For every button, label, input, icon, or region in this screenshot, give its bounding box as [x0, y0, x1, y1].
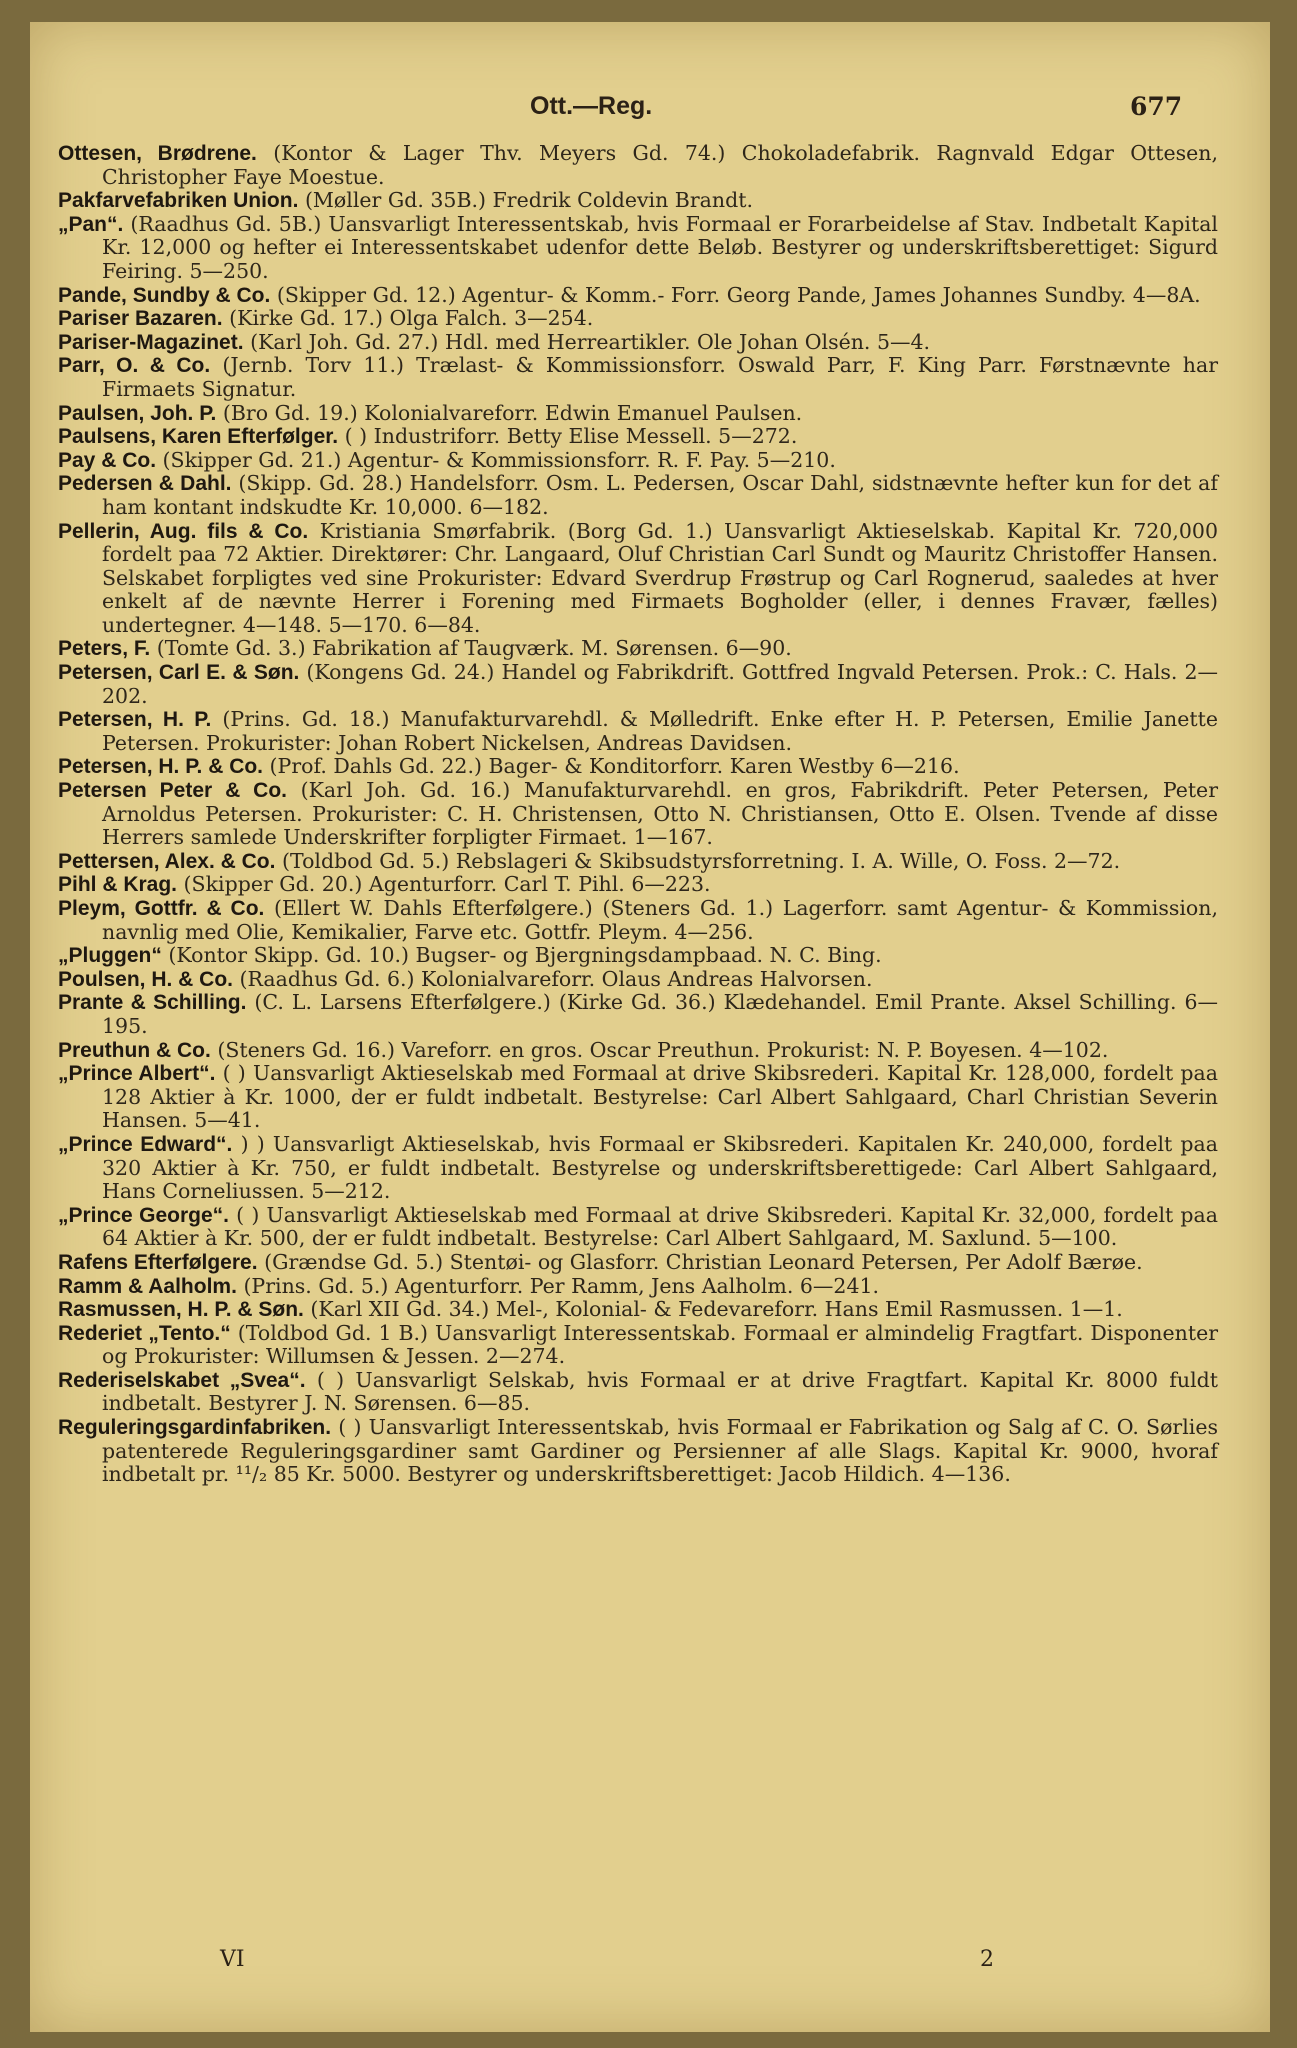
directory-entry — [58, 213, 1218, 284]
directory-entry — [58, 661, 1218, 708]
entry-description: ( ) Uansvarligt Selskab, hvis Formaal er at drive Fragtfart. Kapital Kr. 8000 fuldt indbetalt. Bestyrer J. N. Sørensen. 6—85. — [102, 1367, 1218, 1416]
directory-entry — [58, 1039, 1218, 1063]
entry-firm-name: Petersen, H. P. & Co. — [58, 755, 264, 779]
entry-description: (Skipp. Gd. 28.) Handelsforr. Osm. L. Pedersen, Oscar Dahl, sidstnævnte hefter kun for det af ham kontant indskudte Kr. 10,000. 6—182. — [102, 471, 1218, 519]
directory-entry — [58, 402, 1218, 426]
entry-description: (Tomte Gd. 3.) Fabrikation af Taugværk. M. Sørensen. 6—90. — [150, 636, 792, 661]
entry-firm-name: Rafens Efterfølgere. — [58, 1250, 258, 1274]
directory-entry — [58, 991, 1218, 1038]
page-number: 677 — [1130, 92, 1183, 121]
running-title: Ott.—Reg. — [530, 92, 653, 120]
directory-entry — [58, 1275, 1218, 1299]
entry-description: Kristiania Smørfabrik. (Borg Gd. 1.) Uansvarligt Aktieselskab. Kapital Kr. 720,000 fordelt paa 72 Aktier. Direktører: Chr. Langaard, Oluf Christian Carl Sundt og Mauritz Christoffer Hansen. Selskabet forpligtes ved sine Prokurister: Edvard Sverdrup Frøstrup og Carl Rognerud, saaledes at hver enkelt af de nævnte Herrer i Forening med Firmaets Bogholder (eller, i dennes Fravær, fælles) undertegner. 4—148. 5—170. 6—84. — [102, 518, 1218, 637]
directory-entry — [58, 449, 1218, 473]
directory-entry — [58, 873, 1218, 897]
entry-description: (Møller Gd. 35B.) Fredrik Coldevin Brandt. — [298, 188, 753, 213]
entry-description: (Bro Gd. 19.) Kolonialvareforr. Edwin Emanuel Paulsen. — [216, 400, 803, 425]
directory-entry — [58, 1204, 1218, 1251]
entry-firm-name: „Prince Edward“. — [58, 1132, 233, 1156]
directory-entry — [58, 1369, 1218, 1416]
entry-description: (Prins. Gd. 18.) Manufakturvarehdl. & Mølledrift. Enke efter H. P. Petersen, Emilie Janette Petersen. Prokurister: Johan Robert Nickelsen, Andreas Davidsen. — [102, 707, 1218, 755]
entry-description: (Toldbod Gd. 5.) Rebslageri & Skibsudstyrsforretning. I. A. Wille, O. Foss. 2—72. — [275, 848, 1121, 873]
entry-firm-name: Rederiet „Tento.“ — [58, 1321, 231, 1345]
directory-entry — [58, 1251, 1218, 1275]
entry-description: ( ) Uansvarligt Aktieselskab med Formaal at drive Skibsrederi. Kapital Kr. 32,000, fordelt paa 64 Aktier à Kr. 500, der er fuldt indbetalt. Bestyrelse: Carl Albert Sahlgaard, M. Saxlund. 5—100. — [102, 1202, 1218, 1251]
directory-entry — [58, 472, 1218, 519]
entry-firm-name: Paulsen, Joh. P. — [58, 401, 217, 425]
entry-firm-name: Pleym, Gottfr. & Co. — [58, 897, 265, 920]
entry-description: (C. L. Larsens Efterfølgere.) (Kirke Gd. 36.) Klædehandel. Emil Prante. Aksel Schilling. 6—195. — [102, 990, 1218, 1038]
entry-description: ( ) Industriforr. Betty Elise Messell. 5—272. — [338, 424, 798, 449]
signature-mark-left: VI — [220, 1947, 245, 1972]
directory-entry — [58, 189, 1218, 213]
entry-description: (Prins. Gd. 5.) Agenturforr. Per Ramm, Jens Aalholm. 6—241. — [236, 1273, 880, 1298]
entry-description: (Raadhus Gd. 6.) Kolonialvareforr. Olaus Andreas Halvorsen. — [233, 966, 873, 991]
entry-description: (Karl Joh. Gd. 27.) Hdl. med Herreartikler. Ole Johan Olsén. 5—4. — [243, 329, 931, 354]
entry-description: ( ) Uansvarligt Interessentskab, hvis Formaal er Fabrikation og Salg af C. O. Sørlies patenterede Reguleringsgardiner samt Gardiner og Persienner af alle Slags. Kapital Kr. 9000, hvoraf indbetalt pr. ¹¹/₂ 85 Kr. 5000. Bestyrer og underskriftsberettiget: Jacob Hildich. 4—136. — [102, 1415, 1218, 1487]
entry-firm-name: Pedersen & Dahl. — [58, 472, 232, 496]
entry-firm-name: Paulsens, Karen Efterfølger. — [58, 425, 339, 449]
directory-entry — [58, 307, 1218, 331]
entry-description: (Skipper Gd. 21.) Agentur- & Kommissionsforr. R. F. Pay. 5—210. — [156, 447, 836, 472]
entry-description: (Kongens Gd. 24.) Handel og Fabrikdrift. Gottfred Ingvald Petersen. Prok.: C. Hals. 2—202. — [102, 660, 1218, 708]
entry-description: (Ellert W. Dahls Efterfølgere.) (Steners Gd. 1.) Lagerforr. samt Agentur- & Kommission, navnlig med Olie, Kemikalier, Farve etc. Gottfr. Pleym. 4—256. — [102, 896, 1218, 944]
entry-description: (Kirke Gd. 17.) Olga Falch. 3—254. — [222, 306, 594, 331]
entry-description: (Jernb. Torv 11.) Trælast- & Kommissionsforr. Oswald Parr, F. King Parr. Førstnævnte har Firmaets Signatur. — [102, 353, 1219, 401]
directory-entry — [58, 520, 1218, 638]
signature-mark-right: 2 — [980, 1947, 994, 1972]
directory-entry — [58, 637, 1218, 661]
entry-firm-name: Pihl & Krag. — [58, 873, 178, 897]
directory-entry — [58, 354, 1218, 401]
entry-firm-name: Pay & Co. — [58, 448, 157, 472]
entry-firm-name: Reguleringsgardinfabriken. — [58, 1416, 332, 1440]
entry-description: ( ) Uansvarligt Aktieselskab med Formaal at drive Skibsrederi. Kapital Kr. 128,000, fordelt paa 128 Aktier à Kr. 1000, der er fuldt indbetalt. Bestyrelse: Carl Albert Sahlgaard, Charl Christian Severin Hansen. 5—41. — [102, 1061, 1218, 1133]
directory-entry — [58, 284, 1218, 308]
entry-description: (Skipper Gd. 12.) Agentur- & Komm.- Forr. Georg Pande, James Johannes Sundby. 4—8A. — [270, 282, 1201, 307]
entry-firm-name: Pakfarvefabriken Union. — [58, 189, 299, 213]
entry-firm-name: „Pluggen“ — [58, 944, 162, 968]
directory-entry — [58, 1133, 1218, 1204]
directory-entry — [58, 779, 1218, 850]
entry-firm-name: Pariser-Magazinet. — [58, 330, 244, 354]
entry-description: (Steners Gd. 16.) Vareforr. en gros. Oscar Preuthun. Prokurist: N. P. Boyesen. 4—102. — [210, 1037, 1109, 1062]
entry-description: ) ) Uansvarligt Aktieselskab, hvis Formaal er Skibsrederi. Kapitalen Kr. 240,000, fordelt paa 320 Aktier à Kr. 750, er fuldt indbetalt. Bestyrelse og underskriftsberettigede: Carl Albert Sahlgaard, Hans Corneliussen. 5—212. — [102, 1131, 1219, 1204]
entry-firm-name: „Prince Albert“. — [58, 1062, 216, 1086]
entry-firm-name: Parr, O. & Co. — [58, 354, 211, 378]
entry-firm-name: Prante & Schilling. — [58, 991, 247, 1015]
entry-description: (Prof. Dahls Gd. 22.) Bager- & Konditorforr. Karen Westby 6—216. — [263, 754, 960, 779]
directory-entry — [58, 755, 1218, 779]
entry-description: (Grændse Gd. 5.) Stentøi- og Glasforr. Christian Leonard Petersen, Per Adolf Bærøe. — [257, 1249, 1143, 1274]
entry-firm-name: Ramm & Aalholm. — [58, 1274, 237, 1298]
entry-firm-name: Rederiselskabet „Svea“. — [58, 1368, 306, 1392]
entry-firm-name: Pariser Bazaren. — [58, 307, 223, 331]
directory-entry — [58, 850, 1218, 874]
entry-firm-name: Poulsen, H. & Co. — [58, 967, 234, 991]
directory-entry — [58, 944, 1218, 968]
directory-entry — [58, 425, 1218, 449]
directory-entry — [58, 1062, 1218, 1133]
entry-firm-name: „Pan“. — [58, 212, 124, 236]
page-footer — [30, 1947, 1270, 1977]
entry-firm-name: Preuthun & Co. — [58, 1038, 211, 1062]
entry-firm-name: Pande, Sundby & Co. — [58, 283, 271, 307]
entry-firm-name: Rasmussen, H. P. & Søn. — [58, 1298, 304, 1322]
entry-firm-name: Petersen, H. P. — [58, 708, 212, 732]
directory-entry — [58, 1416, 1218, 1487]
entry-description: (Toldbod Gd. 1 B.) Uansvarligt Interessentskab. Formaal er almindelig Fragtfart. Disponenter og Prokurister: Willumsen & Jessen. 2—274. — [102, 1320, 1219, 1369]
directory-entry — [58, 1322, 1218, 1369]
directory-entry — [58, 1298, 1218, 1322]
entry-description: (Kontor Skipp. Gd. 10.) Bugser- og Bjergningsdampbaad. N. C. Bing. — [161, 943, 882, 968]
entry-firm-name: Peters, F. — [58, 637, 151, 661]
entry-firm-name: Petersen, Carl E. & Søn. — [58, 661, 300, 685]
entry-firm-name: Pellerin, Aug. fils & Co. — [58, 519, 309, 543]
directory-entry — [58, 968, 1218, 992]
entry-description: (Skipper Gd. 20.) Agenturforr. Carl T. Pihl. 6—223. — [177, 872, 711, 897]
directory-entry — [58, 331, 1218, 355]
entry-firm-name: Petersen Peter & Co. — [58, 779, 288, 803]
entry-firm-name: „Prince George“. — [58, 1203, 230, 1227]
entry-description: (Karl Joh. Gd. 16.) Manufakturvarehdl. en gros, Fabrikdrift. Peter Petersen, Peter Arnoldus Petersen. Prokurister: C. H. Christensen, Otto N. Christiansen, Otto E. Olsen. Tvende af disse Herrers samlede Underskrifter forpligter Firmaet. 1—167. — [102, 778, 1218, 850]
directory-page — [30, 22, 1270, 2032]
entry-list — [58, 142, 1218, 1487]
entry-description: (Kontor & Lager Thv. Meyers Gd. 74.) Chokoladefabrik. Ragnvald Edgar Ottesen, Christopher Faye Moestue. — [102, 141, 1218, 189]
directory-entry — [58, 897, 1218, 944]
directory-entry — [58, 142, 1218, 189]
entry-firm-name: Ottesen, Brødrene. — [58, 142, 257, 165]
entry-description: (Raadhus Gd. 5B.) Uansvarligt Interessentskab, hvis Formaal er Forarbeidelse af Stav. Indbetalt Kapital Kr. 12,000 og hefter ei Interessentskabet udenfor dette Beløb. Bestyrer og underskriftsberettiget: Sigurd Feiring. 5—250. — [102, 211, 1218, 283]
directory-entry — [58, 708, 1218, 755]
entry-firm-name: Pettersen, Alex. & Co. — [58, 849, 276, 873]
page-header — [30, 92, 1270, 132]
entry-description: (Karl XII Gd. 34.) Mel-, Kolonial- & Fedevareforr. Hans Emil Rasmussen. 1—1. — [303, 1297, 1123, 1322]
